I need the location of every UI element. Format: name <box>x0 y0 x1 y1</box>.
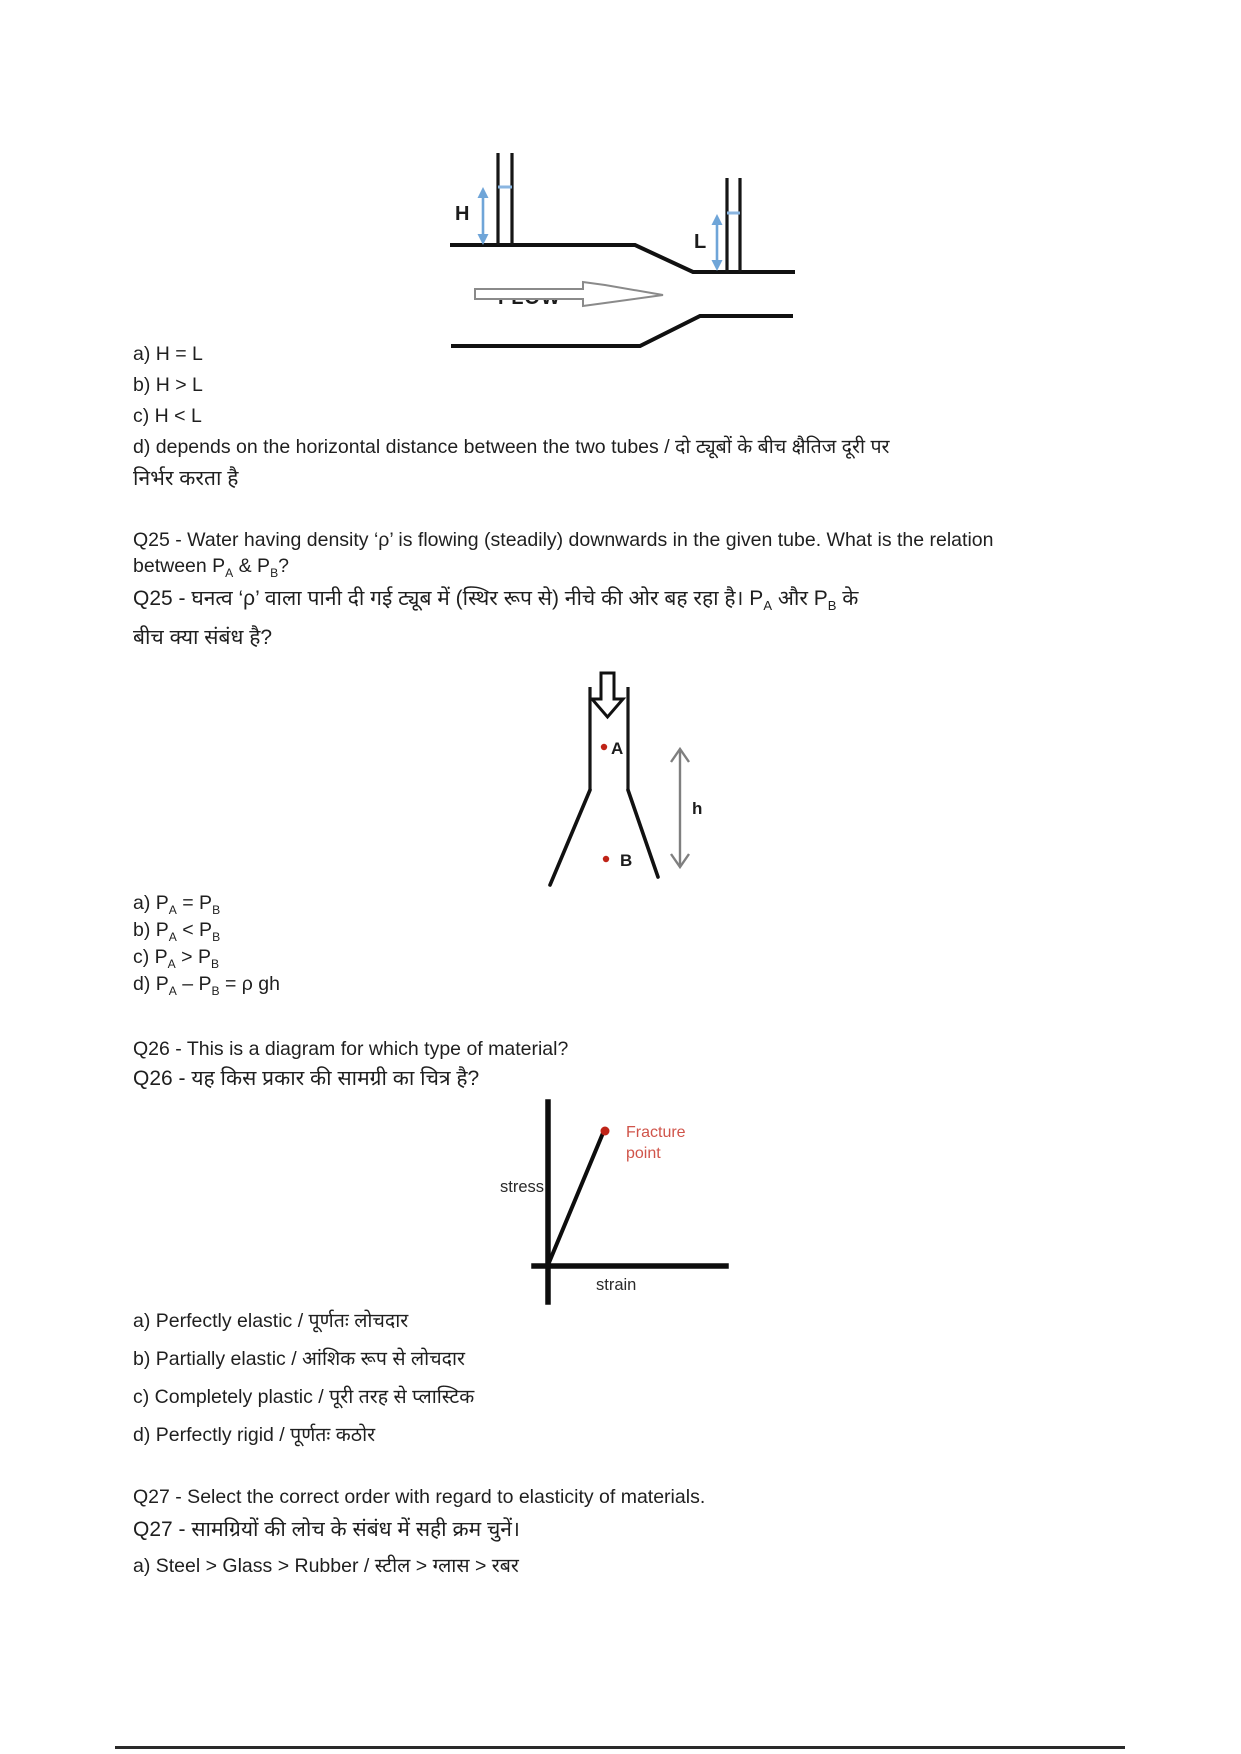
q25-option-d: d) $P_A - P_B = \rho$ gh <box>133 973 281 998</box>
pipe-bottom-wall <box>451 316 793 346</box>
x-axis-label: strain <box>596 1276 637 1294</box>
q26-option-b: b) Partially elastic / आंशिक रूप से लोचदार <box>133 1348 465 1370</box>
fracture-point-annotation-line2: point <box>626 1145 661 1162</box>
prev-option-b: b) H > L <box>133 374 203 396</box>
q26-text-hi: Q26 - यह किस प्रकार की सामग्री का चित्र है? <box>133 1067 480 1090</box>
q27-option-a: a) Steel > Glass > Rubber / स्टील > ग्लास > रबर <box>133 1555 519 1577</box>
tube-flare-walls <box>550 790 658 885</box>
q25-option-c: c) $P_A > P_B$ <box>133 946 220 971</box>
fracture-point-dot <box>601 1127 610 1136</box>
y-axis-label: stress <box>499 1178 544 1196</box>
label-L: L <box>694 231 707 253</box>
q26-option-c: c) Completely plastic / पूरी तरह से प्लास्टिक <box>133 1386 475 1408</box>
label-h: h <box>692 799 703 818</box>
q27-text-hi: Q27 - सामग्रियों की लोच के संबंध में सही क्रम चुनें। <box>133 1518 520 1541</box>
point-a-label: A <box>611 739 624 758</box>
point-b-label: B <box>620 851 633 870</box>
fracture-point-annotation-line1: Fracture <box>626 1124 686 1141</box>
page-bottom-rule <box>115 1746 1125 1749</box>
q25-text-hi-line2: बीच क्या संबंध है? <box>133 626 273 649</box>
q27-text-en: Q27 - Select the correct order with regard to elasticity of materials. <box>133 1486 706 1508</box>
prev-option-d: d) depends on the horizontal distance between the two tubes / दो ट्यूबों के बीच क्षैतिज दूरी पर <box>133 436 890 458</box>
funnel-tube-figure <box>480 655 710 895</box>
stress-strain-chart <box>430 1088 730 1308</box>
pipe-top-wall <box>450 245 795 272</box>
q25-text-en-line2: between $P_A$ & $P_B$? <box>133 555 289 580</box>
q26-text-en: Q26 - This is a diagram for which type of material? <box>133 1038 569 1060</box>
q25-text-en-line1: Q25 - Water having density ‘ρ’ is flowing (steadily) downwards in the given tube. What is the relation <box>133 529 994 551</box>
stress-strain-line <box>548 1133 603 1265</box>
venturi-flow-figure <box>400 138 800 353</box>
point-b-dot <box>603 856 609 862</box>
l-measure-arrow <box>712 214 723 271</box>
left-piezometer-tube <box>498 153 512 245</box>
q25-option-a: a) $P_A = P_B$ <box>133 892 221 917</box>
label-H: H <box>455 203 470 225</box>
prev-option-c: c) H < L <box>133 405 202 427</box>
prev-option-a: a) H = L <box>133 343 203 365</box>
point-a-dot <box>601 744 607 750</box>
downward-flow-arrow <box>592 673 623 717</box>
q26-option-a: a) Perfectly elastic / पूर्णतः लोचदार <box>133 1310 409 1332</box>
q25-text-hi-line1: Q25 - घनत्व ‘ρ’ वाला पानी दी गई ट्यूब में (स्थिर रूप से) नीचे की ओर बह रहा है। $P_A$ और $P_B$ के <box>133 587 859 614</box>
h-measure-arrow <box>478 187 489 245</box>
q25-option-b: b) $P_A < P_B$ <box>133 919 221 944</box>
q26-option-d: d) Perfectly rigid / पूर्णतः कठोर <box>133 1424 376 1446</box>
right-piezometer-tube <box>727 178 740 272</box>
prev-option-d-wrap: निर्भर करता है <box>133 467 239 490</box>
h-distance-arrow <box>671 749 689 867</box>
